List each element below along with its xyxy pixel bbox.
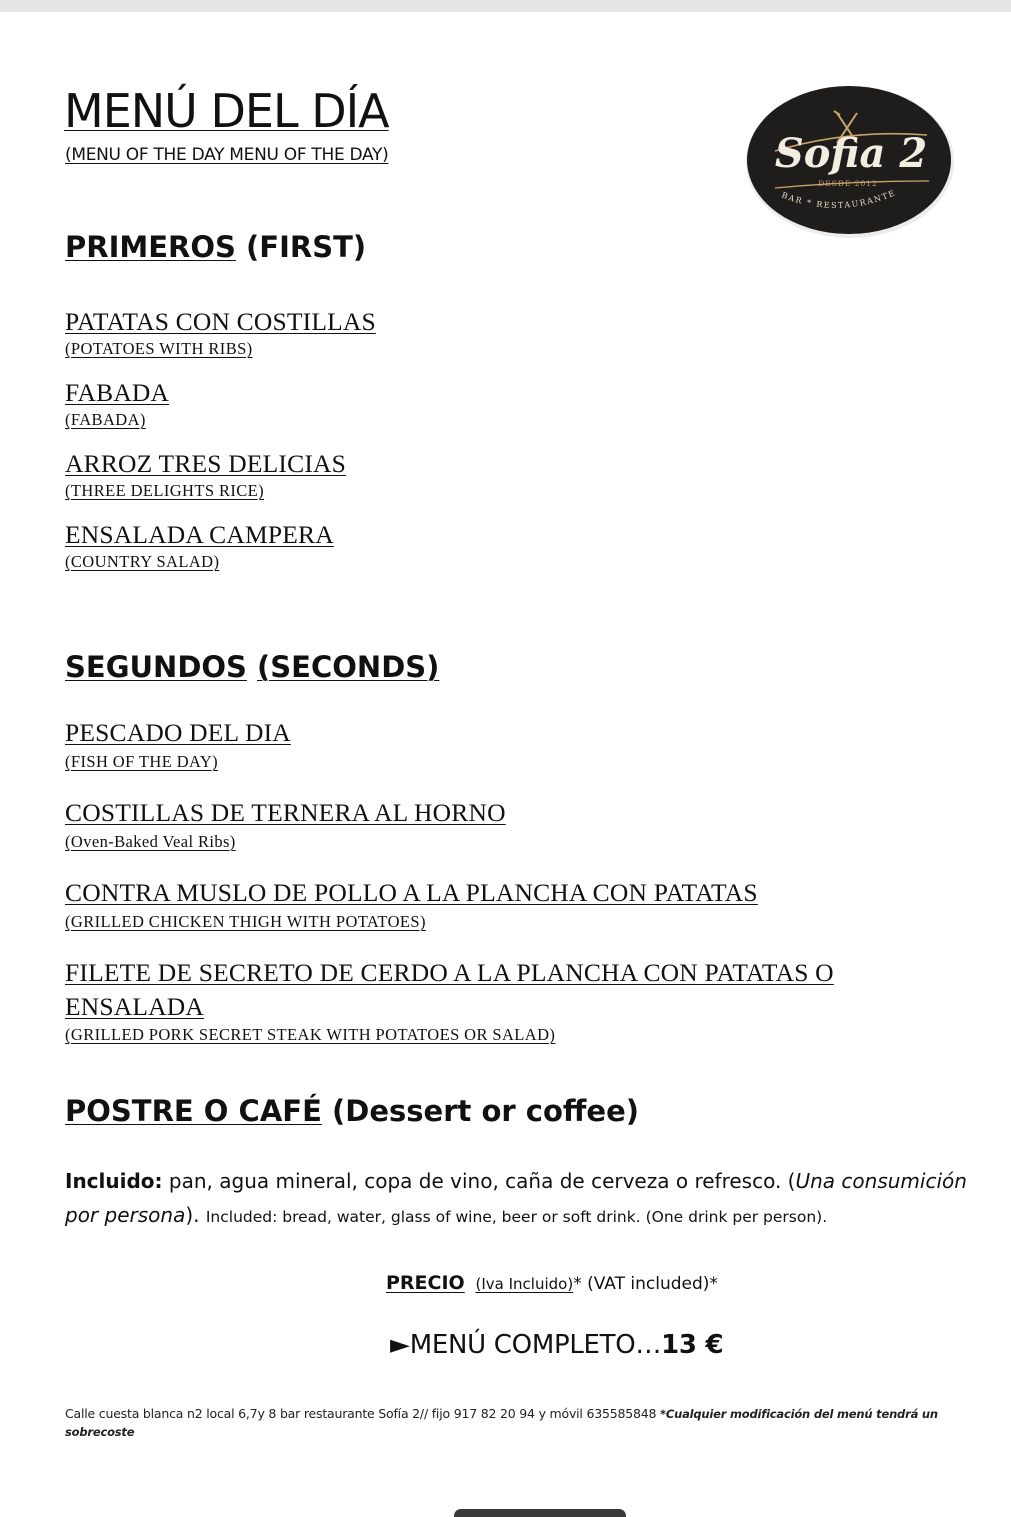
included-english: Included: bread, water, glass of wine, beer or soft drink. (One drink per person). — [205, 1208, 828, 1226]
sofia-2-logo — [745, 85, 955, 239]
price-vat-note: * (VAT included)* — [573, 1274, 718, 1294]
page-subtitle: (MENU OF THE DAY MENU OF THE DAY) — [65, 145, 389, 165]
section-heading-es: POSTRE O CAFÉ — [65, 1094, 322, 1128]
price-label — [386, 1272, 718, 1294]
dish-translation: (GRILLED CHICKEN THIGH WITH POTATOES) — [65, 912, 426, 931]
play-arrow-icon: ► — [390, 1330, 410, 1360]
dish-translation: (Oven-Baked Veal Ribs) — [65, 832, 236, 851]
dish-name: FILETE DE SECRETO DE CERDO A LA PLANCHA CON PATATAS O — [65, 958, 834, 987]
included-label: Incluido: — [65, 1169, 163, 1193]
dish-name: ARROZ TRES DELICIAS — [65, 449, 347, 478]
included-items-text — [65, 1164, 985, 1234]
section-heading-en: (FIRST) — [246, 230, 367, 264]
logo-name: Sofia 2 — [774, 130, 928, 177]
dish-translation: (FISH OF THE DAY) — [65, 752, 219, 771]
dish-name: PATATAS CON COSTILLAS — [65, 307, 376, 336]
full-menu-price — [390, 1330, 723, 1360]
section-heading-es: SEGUNDOS — [65, 650, 247, 684]
section-postre-heading — [65, 1094, 639, 1128]
home-indicator-bar[interactable] — [454, 1509, 626, 1517]
top-status-bar — [0, 0, 1011, 12]
dish-name: CONTRA MUSLO DE POLLO A LA PLANCHA CON PATATAS — [65, 878, 758, 907]
dish-translation: (POTATOES WITH RIBS) — [65, 339, 253, 358]
footer-address — [65, 1405, 995, 1441]
dish-translation: (GRILLED PORK SECRET STEAK WITH POTATOES OR SALAD) — [65, 1025, 556, 1044]
price-iva: (Iva Incluido) — [475, 1275, 574, 1293]
included-list: pan, agua mineral, copa de vino, caña de cerveza o refresco. ( — [162, 1169, 796, 1193]
section-heading-en: (SECONDS) — [257, 650, 440, 684]
section-primeros-heading — [65, 230, 366, 264]
full-menu-amount: 13 € — [661, 1330, 724, 1360]
logo-tagline: BAR * RESTAURANTE — [780, 188, 898, 210]
price-heading: PRECIO — [386, 1272, 465, 1294]
included-close: ). — [185, 1203, 206, 1227]
dish-name: COSTILLAS DE TERNERA AL HORNO — [65, 798, 506, 827]
dish-translation: (THREE DELIGHTS RICE) — [65, 481, 265, 500]
dish-name: PESCADO DEL DIA — [65, 718, 291, 747]
dish-translation: (FABADA) — [65, 410, 146, 429]
included-note: Una consumición por persona — [65, 1169, 967, 1227]
dish-name: ENSALADA CAMPERA — [65, 520, 334, 549]
section-segundos-heading — [65, 650, 439, 684]
logo-since: DESDE 2012 — [818, 179, 878, 188]
address-text: Calle cuesta blanca n2 local 6,7y 8 bar restaurante Sofía 2// fijo 917 82 20 94 y móvil 635585848 — [65, 1406, 661, 1421]
dish-translation: (COUNTRY SALAD) — [65, 552, 220, 571]
full-menu-label: MENÚ COMPLETO… — [409, 1330, 662, 1360]
section-heading-es: PRIMEROS — [65, 230, 236, 264]
dish-name: FABADA — [65, 378, 170, 407]
page-title: MENÚ DEL DÍA — [64, 84, 389, 138]
section-heading-en: (Dessert or coffee) — [332, 1094, 639, 1128]
surcharge-note: *Cualquier modificación del menú tendrá un sobrecoste — [65, 1407, 938, 1439]
dish-name-continued: ENSALADA — [65, 992, 205, 1021]
